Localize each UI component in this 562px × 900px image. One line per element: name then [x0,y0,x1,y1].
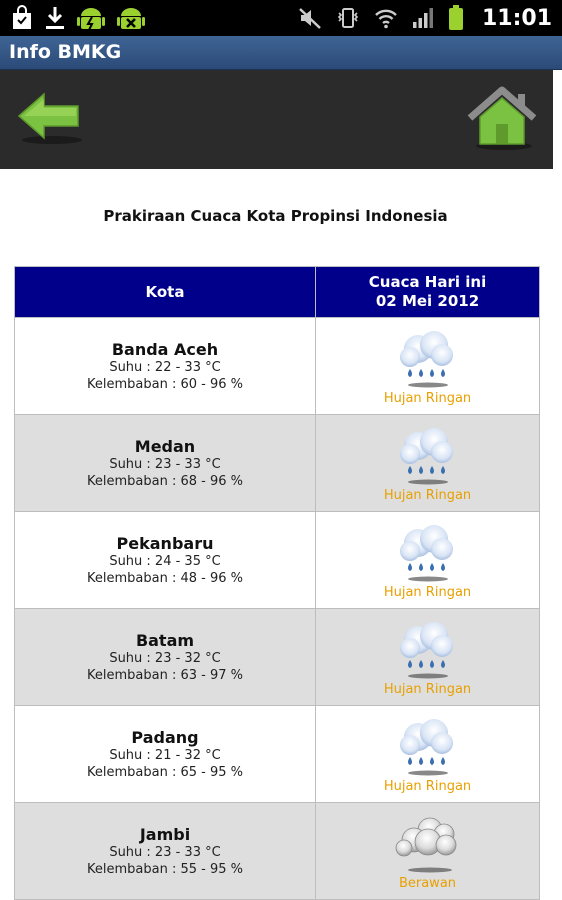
status-bar [0,0,562,36]
city-name: Jambi [139,824,191,844]
table-row[interactable] [15,609,540,706]
app-title-bar [0,36,562,70]
light-rain-icon [390,618,466,680]
light-rain-icon [390,715,466,777]
download-icon [44,5,66,31]
back-arrow-icon [16,90,82,146]
city-name: Pekanbaru [116,533,214,553]
app-title: Info BMKG [9,41,122,63]
city-cell [15,706,316,803]
weather-label: Berawan [398,875,457,891]
temperature: Suhu : 23 - 33 °C [109,844,221,860]
table-row[interactable] [15,803,540,900]
wifi-icon [374,7,398,29]
city-cell [15,318,316,415]
table-row[interactable] [15,415,540,512]
temperature: Suhu : 22 - 33 °C [109,359,221,375]
clock: 11:01 [481,5,552,31]
humidity: Kelembaban : 60 - 96 % [87,376,243,392]
weather-label: Hujan Ringan [383,487,472,503]
weather-label: Hujan Ringan [383,390,472,406]
toolbar [0,70,553,169]
weather-cell [316,706,540,803]
home-icon [466,86,538,152]
humidity: Kelembaban : 48 - 96 % [87,570,243,586]
weather-cell [316,318,540,415]
weather-label: Hujan Ringan [383,584,472,600]
weather-cell [316,803,540,900]
light-rain-icon [390,327,466,389]
weather-table [14,266,540,900]
weather-cell [316,512,540,609]
temperature: Suhu : 23 - 32 °C [109,650,221,666]
humidity: Kelembaban : 68 - 96 % [87,473,243,489]
city-cell [15,609,316,706]
light-rain-icon [390,521,466,583]
notification-icons [10,4,146,32]
weather-label: Hujan Ringan [383,681,472,697]
android-error-icon [116,4,146,32]
temperature: Suhu : 21 - 32 °C [109,747,221,763]
city-cell [15,803,316,900]
cloudy-icon [390,812,466,874]
city-name: Medan [134,436,196,456]
home-button[interactable] [466,86,538,152]
weather-cell [316,415,540,512]
page-title: Prakiraan Cuaca Kota Propinsi Indonesia [103,207,448,225]
table-row[interactable] [15,512,540,609]
humidity: Kelembaban : 65 - 95 % [87,764,243,780]
header-city: Kota [15,267,316,318]
temperature: Suhu : 24 - 35 °C [109,553,221,569]
city-cell [15,512,316,609]
table-row[interactable] [15,318,540,415]
city-name: Padang [131,727,199,747]
city-cell [15,415,316,512]
weather-label: Hujan Ringan [383,778,472,794]
header-weather-title: Cuaca Hari ini [368,273,487,291]
header-weather-date: 02 Mei 2012 [375,292,480,310]
header-weather [316,267,540,318]
battery-icon [448,5,464,31]
vibrate-icon [336,6,360,30]
signal-icon [412,7,434,29]
table-header-row [15,267,540,318]
temperature: Suhu : 23 - 33 °C [109,456,221,472]
android-debug-icon [76,4,106,32]
system-icons [298,3,552,33]
humidity: Kelembaban : 63 - 97 % [87,667,243,683]
mute-icon [298,6,322,30]
table-row[interactable] [15,706,540,803]
city-name: Banda Aceh [111,339,219,359]
light-rain-icon [390,424,466,486]
humidity: Kelembaban : 55 - 95 % [87,861,243,877]
shopping-bag-icon [10,5,34,31]
back-button[interactable] [16,90,82,146]
weather-cell [316,609,540,706]
city-name: Batam [135,630,195,650]
